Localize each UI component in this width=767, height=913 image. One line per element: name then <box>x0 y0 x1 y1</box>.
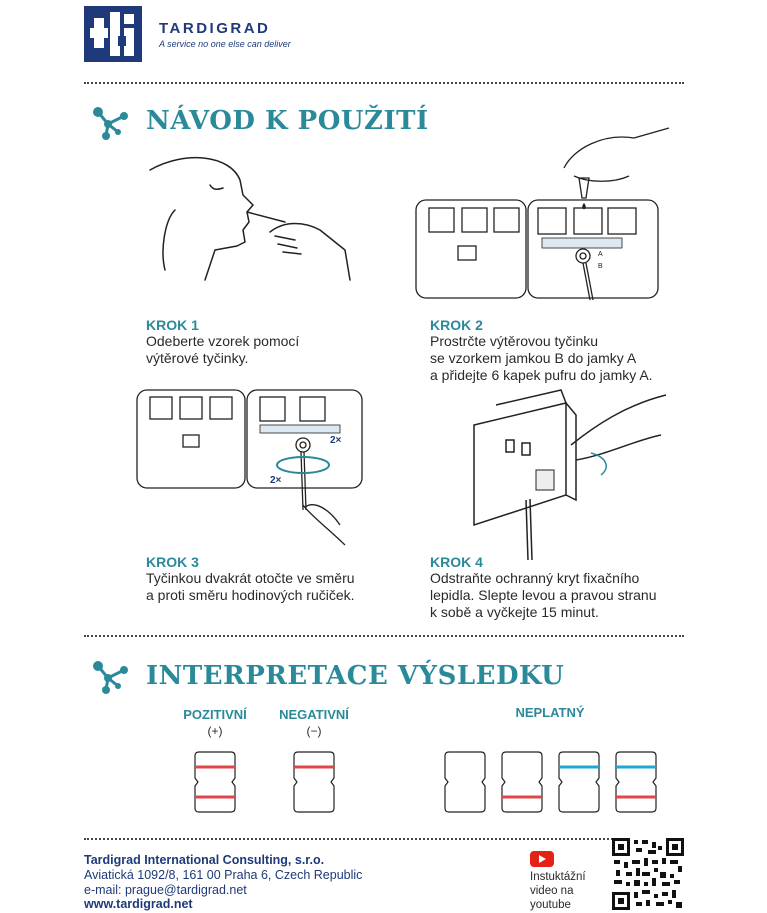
negative-sign: (−) <box>306 724 322 738</box>
step2-title: KROK 2 <box>430 317 483 333</box>
step1-text: Odeberte vzorek pomocí výtěrové tyčinky. <box>146 333 300 366</box>
invalid-cassette-4 <box>616 752 656 812</box>
step3-illustration <box>135 385 365 565</box>
email-link[interactable]: e-mail: prague@tardigrad.net <box>84 883 247 897</box>
step1-illustration <box>145 150 375 300</box>
address: Aviatická 1092/8, 161 00 Praha 6, Czech Republic <box>84 868 363 882</box>
step4-title: KROK 4 <box>430 554 483 570</box>
well-a-label: A <box>598 251 603 258</box>
result-cassettes <box>0 750 767 820</box>
step4-text: Odstraňte ochranný kryt fixačního lepidla. Slepte levou a pravou stranu k sobě a vyčkejte 15 minut. <box>430 570 657 620</box>
brand-tagline: A service no one else can deliver <box>159 39 291 49</box>
step3-text: Tyčinkou dvakrát otočte ve směru a proti směru hodinových ručiček. <box>146 570 355 603</box>
divider-bottom <box>84 838 684 840</box>
positive-cassette <box>195 752 235 812</box>
brand-name: TARDIGRAD <box>159 20 271 37</box>
divider-top <box>84 82 684 84</box>
video-text[interactable]: Instuktážní video na youtube <box>530 871 586 911</box>
interpretation-title: INTERPRETACE VÝSLEDKU <box>146 661 565 691</box>
tardigrad-logo-mark <box>84 6 142 62</box>
step4-illustration <box>466 385 686 565</box>
youtube-icon[interactable] <box>530 851 554 867</box>
step1-title: KROK 1 <box>146 317 199 333</box>
company-name: Tardigrad International Consulting, s.r.o. <box>84 853 325 867</box>
well-b-label: B <box>598 263 603 270</box>
rotation-left-label: 2× <box>270 475 282 486</box>
negative-cassette <box>294 752 334 812</box>
step2-illustration <box>414 128 674 303</box>
divider-middle <box>84 635 684 637</box>
step2-text: Prostrčte výtěrovou tyčinku se vzorkem jamkou B do jamky A a přidejte 6 kapek pufru do jamky A. <box>430 333 653 383</box>
invalid-cassette-2 <box>502 752 542 812</box>
molecule-icon <box>90 106 130 142</box>
invalid-cassette-3 <box>559 752 599 812</box>
website-link[interactable]: www.tardigrad.net <box>84 897 193 911</box>
qr-code[interactable] <box>612 838 684 910</box>
step3-title: KROK 3 <box>146 554 199 570</box>
positive-sign: (+) <box>207 724 223 738</box>
molecule-icon <box>90 660 130 696</box>
positive-label: POZITIVNÍ <box>183 707 247 722</box>
invalid-cassette-1 <box>445 752 485 812</box>
instructions-title: NÁVOD K POUŽITÍ <box>146 106 429 136</box>
negative-label: NEGATIVNÍ <box>279 707 349 722</box>
rotation-right-label: 2× <box>330 435 342 446</box>
logo <box>84 6 142 62</box>
invalid-label: NEPLATNÝ <box>515 705 585 720</box>
